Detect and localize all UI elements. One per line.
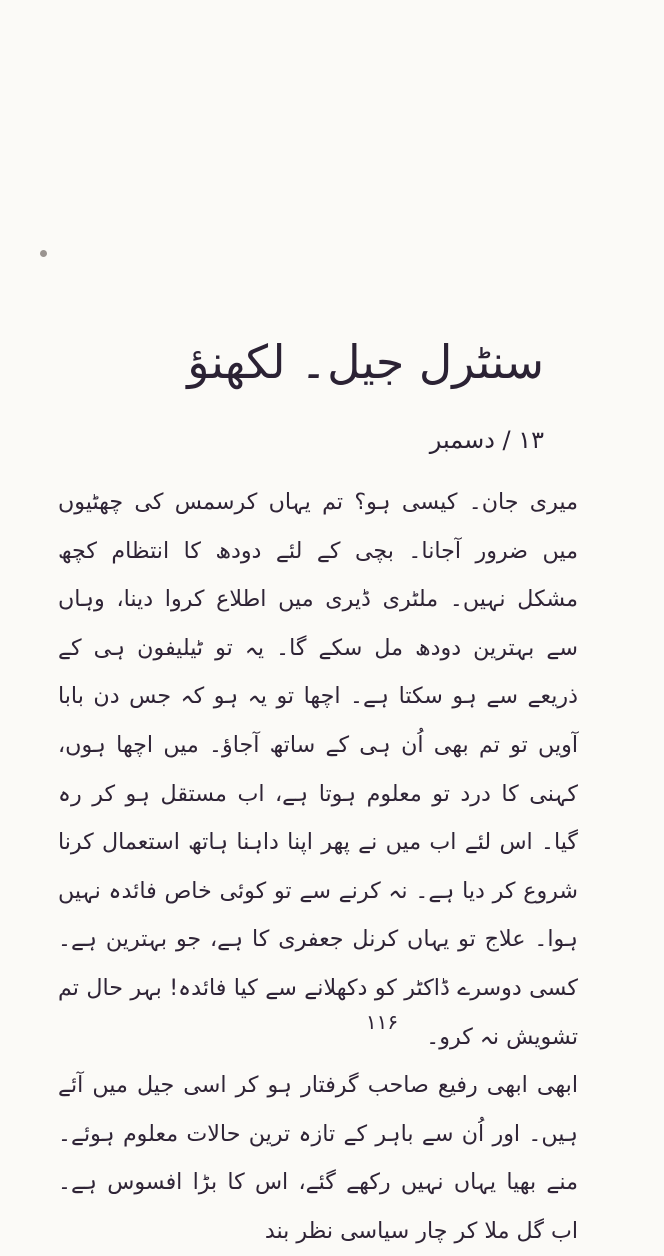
letter-body [58, 478, 578, 1256]
letter-date: ۱۳ / دسمبر [429, 426, 544, 454]
letter-paragraph-2: ابھی ابھی رفیع صاحب گرفتار ہو کر اسی جیل میں آئے ہیں۔ اور اُن سے باہر کے تازہ ترین حالات معلوم ہوئے۔ منے بھیا یہاں نہیں رکھے گئے، اس کا بڑا افسوس ہے۔ اب گل ملا کر چار سیاسی نظر بند [58, 1072, 578, 1244]
page-number: ۱۱۶ [365, 1010, 399, 1034]
page-title: سنٹرل جیل۔ لکھنؤ [187, 335, 544, 389]
letter-paragraph-1: میری جان۔ کیسی ہو؟ تم یہاں کرسمس کی چھٹیوں میں ضرور آجانا۔ بچی کے لئے دودھ کا انتظام کچھ مشکل نہیں۔ ملٹری ڈیری میں اطلاع کروا دینا، وہاں سے بہترین دودھ مل سکے گا۔ یہ تو ٹیلیفون ہی کے ذریعے سے ہو سکتا ہے۔ اچھا تو یہ ہو کہ جس دن بابا آویں تو تم بھی اُن ہی کے ساتھ آجاؤ۔ میں اچھا ہوں، کہنی کا درد تو معلوم ہوتا ہے، اب مستقل ہو کر رہ گیا۔ اس لئے اب میں نے پھر اپنا داہنا ہاتھ استعمال کرنا شروع کر دیا ہے۔ نہ کرنے سے تو کوئی خاص فائدہ نہیں ہوا۔ علاج تو یہاں کرنل جعفری کا ہے، جو بہترین ہے۔ کسی دوسرے ڈاکٹر کو دکھلانے سے کیا فائدہ! بہر حال تم تشویش نہ کرو۔ [58, 489, 578, 1050]
ink-speck [40, 250, 47, 257]
